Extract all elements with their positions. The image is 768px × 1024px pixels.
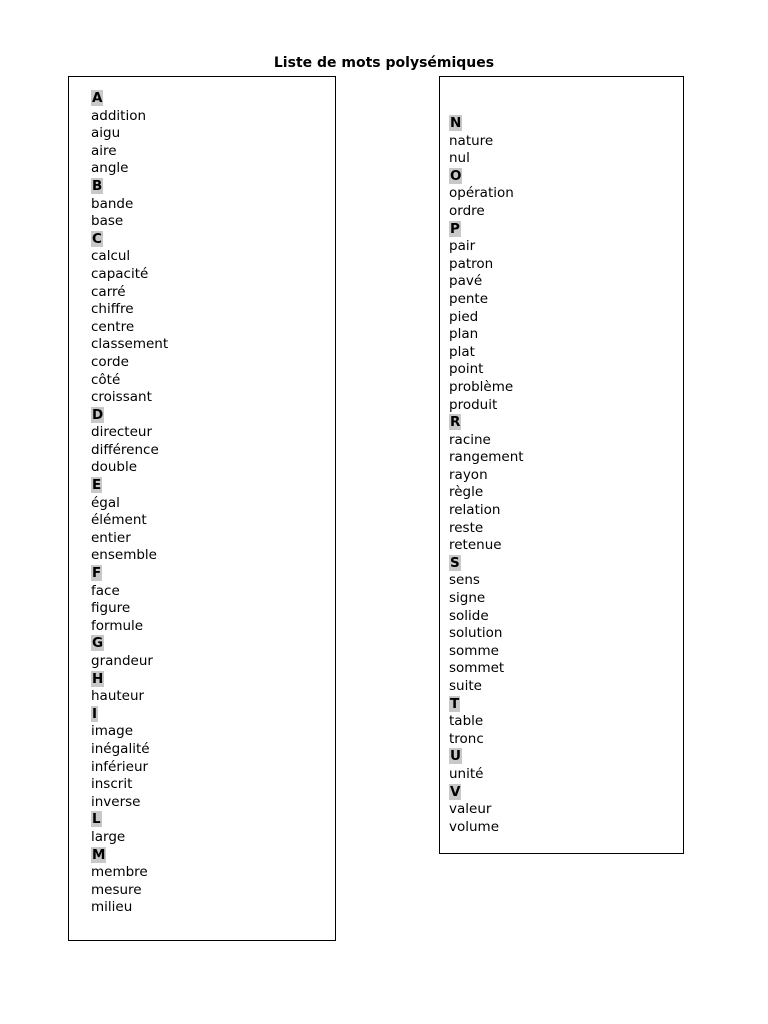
- word-item: entier: [91, 529, 131, 546]
- letter-heading: [91, 671, 168, 689]
- letter-heading-label: O: [450, 167, 462, 184]
- word-item: rayon: [449, 466, 488, 483]
- word-item: classement: [91, 336, 169, 353]
- letter-heading: [91, 706, 168, 724]
- letter-heading-label: A: [92, 90, 103, 106]
- letter-heading-label: M: [92, 846, 106, 863]
- word-item: valeur: [449, 801, 492, 818]
- word-item: bande: [91, 195, 134, 212]
- word-item: différence: [91, 441, 159, 458]
- letter-heading: [449, 221, 524, 239]
- word-item: double: [91, 459, 138, 476]
- word-item: table: [449, 713, 484, 730]
- word-item: nul: [449, 150, 470, 167]
- word-list-left: [91, 90, 168, 917]
- word-item: somme: [449, 642, 499, 659]
- word-item: suite: [449, 678, 482, 694]
- word-item: relation: [449, 502, 501, 519]
- word-item: grandeur: [91, 653, 153, 669]
- word-item: large: [91, 828, 126, 845]
- word-item: unité: [449, 765, 484, 782]
- letter-heading: [91, 565, 168, 583]
- letter-heading-label: V: [450, 783, 461, 800]
- letter-heading-label: S: [450, 554, 460, 571]
- letter-heading: [91, 90, 168, 108]
- word-item: volume: [449, 818, 500, 835]
- word-item: élément: [91, 512, 147, 529]
- word-item: solution: [449, 625, 503, 642]
- letter-heading-label: C: [92, 230, 102, 247]
- letter-heading-label: B: [92, 177, 103, 194]
- word-item: ensemble: [91, 547, 157, 564]
- word-item: directeur: [91, 424, 153, 441]
- letter-heading: [449, 784, 524, 802]
- word-item: égal: [91, 494, 120, 511]
- word-item: produit: [449, 396, 498, 413]
- word-item: plan: [449, 326, 479, 343]
- word-item: pair: [449, 238, 476, 255]
- word-item: inégalité: [91, 740, 150, 757]
- word-item: inscrit: [91, 776, 133, 793]
- word-item: solide: [449, 607, 489, 624]
- word-item: côté: [91, 371, 121, 388]
- word-item: base: [91, 213, 124, 230]
- word-item: face: [91, 582, 120, 599]
- word-item: racine: [449, 431, 491, 448]
- word-item: règle: [449, 484, 484, 501]
- word-item: rangement: [449, 449, 524, 466]
- word-item: membre: [91, 864, 148, 881]
- word-item: croissant: [91, 389, 152, 406]
- word-list-box-left: [68, 76, 336, 941]
- word-item: ordre: [449, 202, 485, 219]
- word-item: pente: [449, 290, 489, 307]
- word-list-box-right: [439, 76, 684, 854]
- word-item: retenue: [449, 537, 502, 554]
- letter-heading: [449, 696, 524, 714]
- letter-heading-label: U: [450, 748, 461, 765]
- word-item: plat: [449, 343, 475, 360]
- word-item: patron: [449, 255, 494, 272]
- page-title: Liste de mots polysémiques: [273, 55, 495, 71]
- word-list-right: [449, 115, 524, 836]
- letter-heading-label: D: [92, 406, 104, 423]
- word-item: calcul: [91, 248, 131, 265]
- word-item: reste: [449, 519, 484, 536]
- letter-heading: [449, 555, 524, 573]
- word-item: mesure: [91, 881, 142, 898]
- word-item: carré: [91, 283, 126, 300]
- word-item: formule: [91, 617, 144, 634]
- word-item: point: [449, 361, 484, 378]
- word-item: pied: [449, 308, 479, 325]
- word-item: tronc: [449, 730, 484, 747]
- word-item: nature: [449, 132, 494, 149]
- letter-heading-label: L: [92, 811, 101, 828]
- word-item: sommet: [449, 660, 505, 677]
- letter-heading: [91, 635, 168, 653]
- word-item: aigu: [91, 125, 121, 142]
- letter-heading-label: P: [450, 220, 460, 237]
- letter-heading: [91, 178, 168, 196]
- word-item: problème: [449, 378, 514, 395]
- word-item: image: [91, 723, 134, 740]
- letter-heading: [449, 168, 524, 186]
- letter-heading: [449, 414, 524, 432]
- word-item: pavé: [449, 273, 483, 290]
- letter-heading-label: I: [92, 705, 98, 722]
- letter-heading: [91, 477, 168, 495]
- word-item: addition: [91, 107, 147, 124]
- word-item: centre: [91, 318, 135, 335]
- word-item: figure: [91, 600, 131, 617]
- letter-heading-label: F: [92, 565, 102, 582]
- letter-heading: [91, 231, 168, 249]
- letter-heading-label: R: [450, 414, 461, 431]
- letter-heading: [91, 811, 168, 829]
- word-item: chiffre: [91, 301, 134, 318]
- letter-heading-label: H: [92, 670, 104, 687]
- word-item: sens: [449, 572, 480, 589]
- word-item: capacité: [91, 265, 149, 282]
- word-item: signe: [449, 590, 486, 607]
- word-item: hauteur: [91, 688, 145, 705]
- word-item: milieu: [91, 899, 133, 916]
- word-item: aire: [91, 142, 117, 159]
- letter-heading: [91, 847, 168, 865]
- word-item: angle: [91, 160, 129, 177]
- letter-heading: [449, 115, 524, 133]
- word-item: corde: [91, 353, 129, 370]
- letter-heading: [449, 748, 524, 766]
- word-item: inverse: [91, 793, 141, 810]
- word-item: inférieur: [91, 758, 149, 775]
- letter-heading-label: G: [92, 635, 104, 652]
- letter-heading-label: E: [92, 477, 102, 494]
- letter-heading-label: T: [450, 695, 460, 712]
- word-item: opération: [449, 185, 514, 202]
- letter-heading: [91, 407, 168, 425]
- letter-heading-label: N: [450, 115, 462, 131]
